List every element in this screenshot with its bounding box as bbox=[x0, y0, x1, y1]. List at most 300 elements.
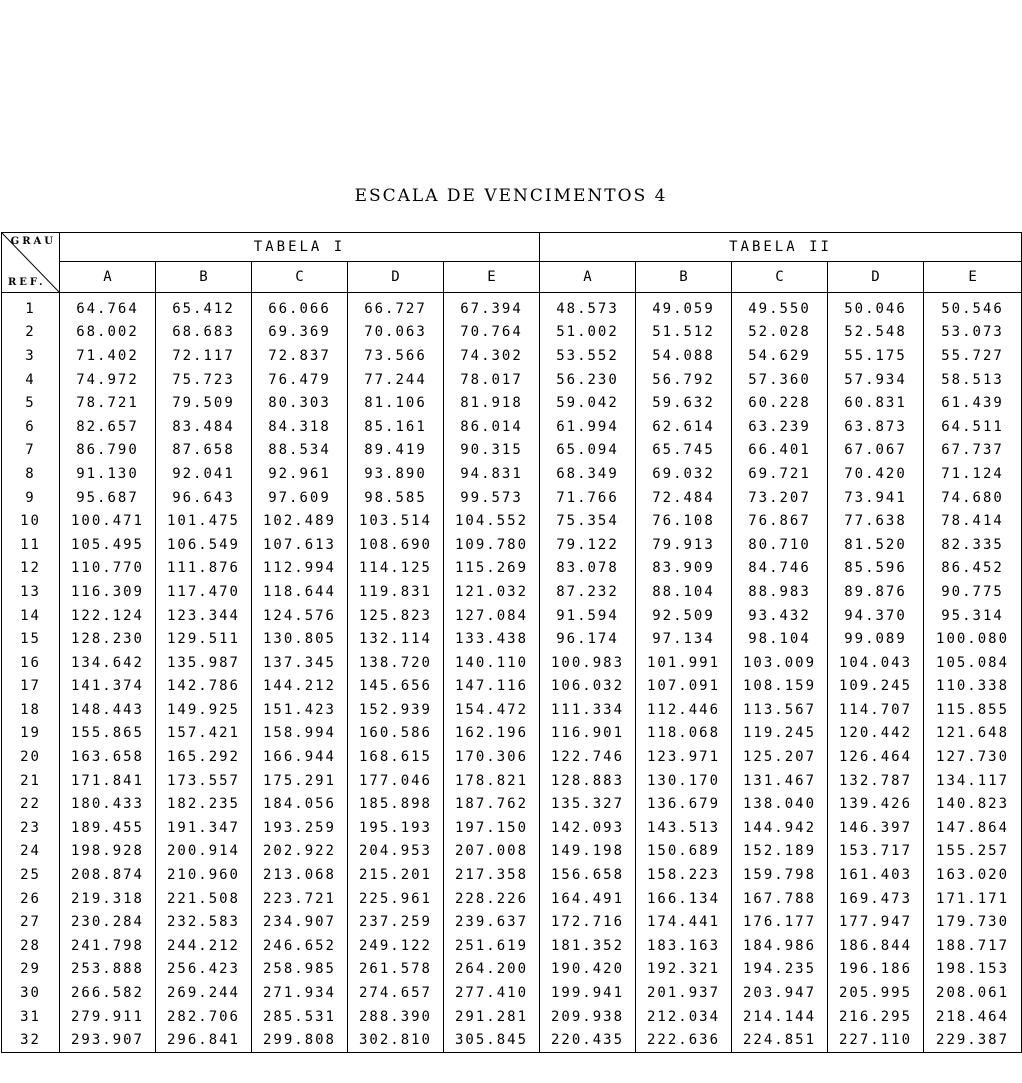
value-cell: 117.470 bbox=[156, 580, 252, 604]
value-cell: 53.552 bbox=[540, 344, 636, 368]
value-cell: 106.549 bbox=[156, 533, 252, 557]
table-row bbox=[2, 863, 1022, 887]
value-cell: 54.629 bbox=[732, 344, 828, 368]
value-cell: 75.354 bbox=[540, 509, 636, 533]
value-cell: 152.189 bbox=[732, 840, 828, 864]
ref-cell: 1 bbox=[2, 293, 60, 321]
value-cell: 205.995 bbox=[828, 981, 924, 1005]
value-cell: 167.788 bbox=[732, 887, 828, 911]
table-row bbox=[2, 439, 1022, 463]
value-cell: 73.207 bbox=[732, 486, 828, 510]
value-cell: 172.716 bbox=[540, 910, 636, 934]
value-cell: 146.397 bbox=[828, 816, 924, 840]
value-cell: 89.419 bbox=[348, 439, 444, 463]
ref-cell: 11 bbox=[2, 533, 60, 557]
ref-cell: 31 bbox=[2, 1005, 60, 1029]
value-cell: 266.582 bbox=[60, 981, 156, 1005]
value-cell: 52.548 bbox=[828, 321, 924, 345]
value-cell: 128.883 bbox=[540, 769, 636, 793]
value-cell: 69.721 bbox=[732, 462, 828, 486]
value-cell: 130.805 bbox=[252, 627, 348, 651]
ref-cell: 20 bbox=[2, 745, 60, 769]
value-cell: 119.245 bbox=[732, 722, 828, 746]
value-cell: 100.080 bbox=[924, 627, 1022, 651]
value-cell: 144.212 bbox=[252, 675, 348, 699]
value-cell: 88.983 bbox=[732, 580, 828, 604]
value-cell: 93.890 bbox=[348, 462, 444, 486]
table-row bbox=[2, 840, 1022, 864]
value-cell: 241.798 bbox=[60, 934, 156, 958]
value-cell: 68.349 bbox=[540, 462, 636, 486]
value-cell: 80.303 bbox=[252, 391, 348, 415]
ref-cell: 18 bbox=[2, 698, 60, 722]
value-cell: 225.961 bbox=[348, 887, 444, 911]
table-row bbox=[2, 627, 1022, 651]
ref-cell: 16 bbox=[2, 651, 60, 675]
value-cell: 212.034 bbox=[636, 1005, 732, 1029]
ref-cell: 8 bbox=[2, 462, 60, 486]
ref-cell: 5 bbox=[2, 391, 60, 415]
value-cell: 109.780 bbox=[444, 533, 540, 557]
value-cell: 63.873 bbox=[828, 415, 924, 439]
value-cell: 78.017 bbox=[444, 368, 540, 392]
value-cell: 124.576 bbox=[252, 604, 348, 628]
value-cell: 177.947 bbox=[828, 910, 924, 934]
value-cell: 195.193 bbox=[348, 816, 444, 840]
value-cell: 92.509 bbox=[636, 604, 732, 628]
value-cell: 251.619 bbox=[444, 934, 540, 958]
value-cell: 189.455 bbox=[60, 816, 156, 840]
value-cell: 83.484 bbox=[156, 415, 252, 439]
value-cell: 155.257 bbox=[924, 840, 1022, 864]
value-cell: 121.032 bbox=[444, 580, 540, 604]
table-i-col-e: E bbox=[444, 262, 540, 293]
value-cell: 204.953 bbox=[348, 840, 444, 864]
value-cell: 111.876 bbox=[156, 557, 252, 581]
value-cell: 56.792 bbox=[636, 368, 732, 392]
table-row bbox=[2, 415, 1022, 439]
ref-cell: 24 bbox=[2, 840, 60, 864]
ref-cell: 13 bbox=[2, 580, 60, 604]
value-cell: 244.212 bbox=[156, 934, 252, 958]
value-cell: 56.230 bbox=[540, 368, 636, 392]
value-cell: 184.056 bbox=[252, 792, 348, 816]
table-row bbox=[2, 509, 1022, 533]
value-cell: 108.690 bbox=[348, 533, 444, 557]
value-cell: 122.746 bbox=[540, 745, 636, 769]
ref-cell: 14 bbox=[2, 604, 60, 628]
value-cell: 102.489 bbox=[252, 509, 348, 533]
value-cell: 59.632 bbox=[636, 391, 732, 415]
table-ii-col-a: A bbox=[540, 262, 636, 293]
value-cell: 88.534 bbox=[252, 439, 348, 463]
value-cell: 65.412 bbox=[156, 293, 252, 321]
value-cell: 77.638 bbox=[828, 509, 924, 533]
value-cell: 239.637 bbox=[444, 910, 540, 934]
table-i-col-a: A bbox=[60, 262, 156, 293]
ref-cell: 32 bbox=[2, 1028, 60, 1052]
value-cell: 220.435 bbox=[540, 1028, 636, 1052]
value-cell: 232.583 bbox=[156, 910, 252, 934]
value-cell: 81.918 bbox=[444, 391, 540, 415]
value-cell: 81.520 bbox=[828, 533, 924, 557]
value-cell: 209.938 bbox=[540, 1005, 636, 1029]
value-cell: 85.161 bbox=[348, 415, 444, 439]
value-cell: 57.360 bbox=[732, 368, 828, 392]
value-cell: 83.909 bbox=[636, 557, 732, 581]
value-cell: 142.786 bbox=[156, 675, 252, 699]
value-cell: 274.657 bbox=[348, 981, 444, 1005]
value-cell: 55.175 bbox=[828, 344, 924, 368]
value-cell: 86.790 bbox=[60, 439, 156, 463]
value-cell: 123.971 bbox=[636, 745, 732, 769]
value-cell: 269.244 bbox=[156, 981, 252, 1005]
value-cell: 94.831 bbox=[444, 462, 540, 486]
value-cell: 81.106 bbox=[348, 391, 444, 415]
ref-cell: 26 bbox=[2, 887, 60, 911]
value-cell: 153.717 bbox=[828, 840, 924, 864]
value-cell: 191.347 bbox=[156, 816, 252, 840]
value-cell: 179.730 bbox=[924, 910, 1022, 934]
value-cell: 171.171 bbox=[924, 887, 1022, 911]
table-row bbox=[2, 651, 1022, 675]
value-cell: 69.369 bbox=[252, 321, 348, 345]
value-cell: 282.706 bbox=[156, 1005, 252, 1029]
ref-cell: 2 bbox=[2, 321, 60, 345]
value-cell: 158.223 bbox=[636, 863, 732, 887]
value-cell: 165.292 bbox=[156, 745, 252, 769]
value-cell: 173.557 bbox=[156, 769, 252, 793]
value-cell: 88.104 bbox=[636, 580, 732, 604]
value-cell: 67.394 bbox=[444, 293, 540, 321]
value-cell: 53.073 bbox=[924, 321, 1022, 345]
value-cell: 64.511 bbox=[924, 415, 1022, 439]
value-cell: 67.067 bbox=[828, 439, 924, 463]
value-cell: 213.068 bbox=[252, 863, 348, 887]
value-cell: 132.787 bbox=[828, 769, 924, 793]
value-cell: 74.302 bbox=[444, 344, 540, 368]
value-cell: 147.116 bbox=[444, 675, 540, 699]
value-cell: 120.442 bbox=[828, 722, 924, 746]
value-cell: 115.855 bbox=[924, 698, 1022, 722]
value-cell: 253.888 bbox=[60, 958, 156, 982]
value-cell: 103.009 bbox=[732, 651, 828, 675]
ref-cell: 19 bbox=[2, 722, 60, 746]
value-cell: 118.644 bbox=[252, 580, 348, 604]
value-cell: 296.841 bbox=[156, 1028, 252, 1052]
page-title: ESCALA DE VENCIMENTOS 4 bbox=[354, 186, 668, 206]
value-cell: 73.566 bbox=[348, 344, 444, 368]
ref-cell: 21 bbox=[2, 769, 60, 793]
value-cell: 118.068 bbox=[636, 722, 732, 746]
value-cell: 158.994 bbox=[252, 722, 348, 746]
value-cell: 166.134 bbox=[636, 887, 732, 911]
value-cell: 100.471 bbox=[60, 509, 156, 533]
table-row bbox=[2, 462, 1022, 486]
corner-header-cell bbox=[2, 233, 60, 293]
value-cell: 246.652 bbox=[252, 934, 348, 958]
value-cell: 90.315 bbox=[444, 439, 540, 463]
value-cell: 277.410 bbox=[444, 981, 540, 1005]
value-cell: 132.114 bbox=[348, 627, 444, 651]
value-cell: 176.177 bbox=[732, 910, 828, 934]
value-cell: 70.063 bbox=[348, 321, 444, 345]
value-cell: 109.245 bbox=[828, 675, 924, 699]
value-cell: 74.972 bbox=[60, 368, 156, 392]
value-cell: 65.745 bbox=[636, 439, 732, 463]
value-cell: 83.078 bbox=[540, 557, 636, 581]
ref-cell: 10 bbox=[2, 509, 60, 533]
ref-label: REF. bbox=[8, 277, 46, 288]
value-cell: 185.898 bbox=[348, 792, 444, 816]
value-cell: 93.432 bbox=[732, 604, 828, 628]
value-cell: 285.531 bbox=[252, 1005, 348, 1029]
value-cell: 116.309 bbox=[60, 580, 156, 604]
value-cell: 198.928 bbox=[60, 840, 156, 864]
value-cell: 258.985 bbox=[252, 958, 348, 982]
value-cell: 237.259 bbox=[348, 910, 444, 934]
value-cell: 76.867 bbox=[732, 509, 828, 533]
value-cell: 150.689 bbox=[636, 840, 732, 864]
value-cell: 145.656 bbox=[348, 675, 444, 699]
value-cell: 62.614 bbox=[636, 415, 732, 439]
value-cell: 66.066 bbox=[252, 293, 348, 321]
ref-cell: 3 bbox=[2, 344, 60, 368]
value-cell: 140.110 bbox=[444, 651, 540, 675]
value-cell: 108.159 bbox=[732, 675, 828, 699]
value-cell: 49.059 bbox=[636, 293, 732, 321]
value-cell: 71.124 bbox=[924, 462, 1022, 486]
value-cell: 208.874 bbox=[60, 863, 156, 887]
table-ii-col-c: C bbox=[732, 262, 828, 293]
value-cell: 190.420 bbox=[540, 958, 636, 982]
value-cell: 112.994 bbox=[252, 557, 348, 581]
value-cell: 155.865 bbox=[60, 722, 156, 746]
value-cell: 192.321 bbox=[636, 958, 732, 982]
value-cell: 112.446 bbox=[636, 698, 732, 722]
value-cell: 264.200 bbox=[444, 958, 540, 982]
value-cell: 68.002 bbox=[60, 321, 156, 345]
ref-cell: 15 bbox=[2, 627, 60, 651]
value-cell: 305.845 bbox=[444, 1028, 540, 1052]
value-cell: 196.186 bbox=[828, 958, 924, 982]
table-row bbox=[2, 368, 1022, 392]
value-cell: 113.567 bbox=[732, 698, 828, 722]
value-cell: 157.421 bbox=[156, 722, 252, 746]
value-cell: 134.117 bbox=[924, 769, 1022, 793]
value-cell: 159.798 bbox=[732, 863, 828, 887]
table-row bbox=[2, 910, 1022, 934]
value-cell: 136.679 bbox=[636, 792, 732, 816]
value-cell: 99.573 bbox=[444, 486, 540, 510]
value-cell: 197.150 bbox=[444, 816, 540, 840]
value-cell: 137.345 bbox=[252, 651, 348, 675]
table-row bbox=[2, 792, 1022, 816]
table-ii-col-b: B bbox=[636, 262, 732, 293]
value-cell: 78.414 bbox=[924, 509, 1022, 533]
value-cell: 249.122 bbox=[348, 934, 444, 958]
value-cell: 293.907 bbox=[60, 1028, 156, 1052]
value-cell: 174.441 bbox=[636, 910, 732, 934]
ref-cell: 25 bbox=[2, 863, 60, 887]
value-cell: 59.042 bbox=[540, 391, 636, 415]
value-cell: 177.046 bbox=[348, 769, 444, 793]
value-cell: 64.764 bbox=[60, 293, 156, 321]
value-cell: 166.944 bbox=[252, 745, 348, 769]
value-cell: 114.707 bbox=[828, 698, 924, 722]
table-row bbox=[2, 533, 1022, 557]
value-cell: 215.201 bbox=[348, 863, 444, 887]
value-cell: 87.232 bbox=[540, 580, 636, 604]
value-cell: 84.318 bbox=[252, 415, 348, 439]
value-cell: 180.433 bbox=[60, 792, 156, 816]
value-cell: 115.269 bbox=[444, 557, 540, 581]
value-cell: 131.467 bbox=[732, 769, 828, 793]
ref-cell: 4 bbox=[2, 368, 60, 392]
value-cell: 99.089 bbox=[828, 627, 924, 651]
value-cell: 75.723 bbox=[156, 368, 252, 392]
value-cell: 82.335 bbox=[924, 533, 1022, 557]
value-cell: 111.334 bbox=[540, 698, 636, 722]
value-cell: 170.306 bbox=[444, 745, 540, 769]
value-cell: 279.911 bbox=[60, 1005, 156, 1029]
value-cell: 134.642 bbox=[60, 651, 156, 675]
value-cell: 162.196 bbox=[444, 722, 540, 746]
value-cell: 61.994 bbox=[540, 415, 636, 439]
value-cell: 72.484 bbox=[636, 486, 732, 510]
value-cell: 119.831 bbox=[348, 580, 444, 604]
value-cell: 92.041 bbox=[156, 462, 252, 486]
value-cell: 79.913 bbox=[636, 533, 732, 557]
value-cell: 55.727 bbox=[924, 344, 1022, 368]
value-cell: 107.091 bbox=[636, 675, 732, 699]
value-cell: 105.495 bbox=[60, 533, 156, 557]
table-i-col-b: B bbox=[156, 262, 252, 293]
value-cell: 183.163 bbox=[636, 934, 732, 958]
value-cell: 149.925 bbox=[156, 698, 252, 722]
value-cell: 71.766 bbox=[540, 486, 636, 510]
value-cell: 58.513 bbox=[924, 368, 1022, 392]
value-cell: 202.922 bbox=[252, 840, 348, 864]
value-cell: 208.061 bbox=[924, 981, 1022, 1005]
value-cell: 104.552 bbox=[444, 509, 540, 533]
value-cell: 95.687 bbox=[60, 486, 156, 510]
value-cell: 133.438 bbox=[444, 627, 540, 651]
value-cell: 171.841 bbox=[60, 769, 156, 793]
value-cell: 135.987 bbox=[156, 651, 252, 675]
table-row bbox=[2, 769, 1022, 793]
value-cell: 144.942 bbox=[732, 816, 828, 840]
table-row bbox=[2, 293, 1022, 321]
value-cell: 103.514 bbox=[348, 509, 444, 533]
table-row bbox=[2, 816, 1022, 840]
value-cell: 182.235 bbox=[156, 792, 252, 816]
value-cell: 210.960 bbox=[156, 863, 252, 887]
value-cell: 89.876 bbox=[828, 580, 924, 604]
value-cell: 105.084 bbox=[924, 651, 1022, 675]
ref-cell: 6 bbox=[2, 415, 60, 439]
ref-cell: 12 bbox=[2, 557, 60, 581]
value-cell: 138.720 bbox=[348, 651, 444, 675]
value-cell: 94.370 bbox=[828, 604, 924, 628]
table-i-col-d: D bbox=[348, 262, 444, 293]
value-cell: 63.239 bbox=[732, 415, 828, 439]
value-cell: 178.821 bbox=[444, 769, 540, 793]
value-cell: 87.658 bbox=[156, 439, 252, 463]
table-row bbox=[2, 745, 1022, 769]
value-cell: 79.509 bbox=[156, 391, 252, 415]
table-ii-col-d: D bbox=[828, 262, 924, 293]
value-cell: 163.020 bbox=[924, 863, 1022, 887]
value-cell: 184.986 bbox=[732, 934, 828, 958]
value-cell: 65.094 bbox=[540, 439, 636, 463]
table-row bbox=[2, 580, 1022, 604]
value-cell: 79.122 bbox=[540, 533, 636, 557]
value-cell: 96.643 bbox=[156, 486, 252, 510]
value-cell: 91.130 bbox=[60, 462, 156, 486]
value-cell: 76.479 bbox=[252, 368, 348, 392]
value-cell: 106.032 bbox=[540, 675, 636, 699]
table-row bbox=[2, 675, 1022, 699]
value-cell: 199.941 bbox=[540, 981, 636, 1005]
value-cell: 187.762 bbox=[444, 792, 540, 816]
table-row bbox=[2, 321, 1022, 345]
value-cell: 126.464 bbox=[828, 745, 924, 769]
value-cell: 149.198 bbox=[540, 840, 636, 864]
table-row bbox=[2, 604, 1022, 628]
value-cell: 125.823 bbox=[348, 604, 444, 628]
value-cell: 229.387 bbox=[924, 1028, 1022, 1052]
value-cell: 207.008 bbox=[444, 840, 540, 864]
value-cell: 291.281 bbox=[444, 1005, 540, 1029]
table-row bbox=[2, 1005, 1022, 1029]
value-cell: 135.327 bbox=[540, 792, 636, 816]
value-cell: 70.420 bbox=[828, 462, 924, 486]
value-cell: 50.046 bbox=[828, 293, 924, 321]
value-cell: 86.452 bbox=[924, 557, 1022, 581]
value-cell: 67.737 bbox=[924, 439, 1022, 463]
value-cell: 223.721 bbox=[252, 887, 348, 911]
value-cell: 57.934 bbox=[828, 368, 924, 392]
value-cell: 214.144 bbox=[732, 1005, 828, 1029]
value-cell: 216.295 bbox=[828, 1005, 924, 1029]
value-cell: 194.235 bbox=[732, 958, 828, 982]
value-cell: 302.810 bbox=[348, 1028, 444, 1052]
value-cell: 69.032 bbox=[636, 462, 732, 486]
value-cell: 151.423 bbox=[252, 698, 348, 722]
value-cell: 90.775 bbox=[924, 580, 1022, 604]
value-cell: 139.426 bbox=[828, 792, 924, 816]
value-cell: 163.658 bbox=[60, 745, 156, 769]
value-cell: 222.636 bbox=[636, 1028, 732, 1052]
value-cell: 138.040 bbox=[732, 792, 828, 816]
value-cell: 51.002 bbox=[540, 321, 636, 345]
table-ii-col-e: E bbox=[924, 262, 1022, 293]
value-cell: 147.864 bbox=[924, 816, 1022, 840]
ref-cell: 30 bbox=[2, 981, 60, 1005]
value-cell: 234.907 bbox=[252, 910, 348, 934]
grau-label: GRAU bbox=[10, 236, 56, 247]
table-row bbox=[2, 934, 1022, 958]
value-cell: 66.401 bbox=[732, 439, 828, 463]
value-cell: 98.104 bbox=[732, 627, 828, 651]
value-cell: 60.831 bbox=[828, 391, 924, 415]
value-cell: 181.352 bbox=[540, 934, 636, 958]
value-cell: 116.901 bbox=[540, 722, 636, 746]
value-cell: 219.318 bbox=[60, 887, 156, 911]
value-cell: 82.657 bbox=[60, 415, 156, 439]
value-cell: 129.511 bbox=[156, 627, 252, 651]
